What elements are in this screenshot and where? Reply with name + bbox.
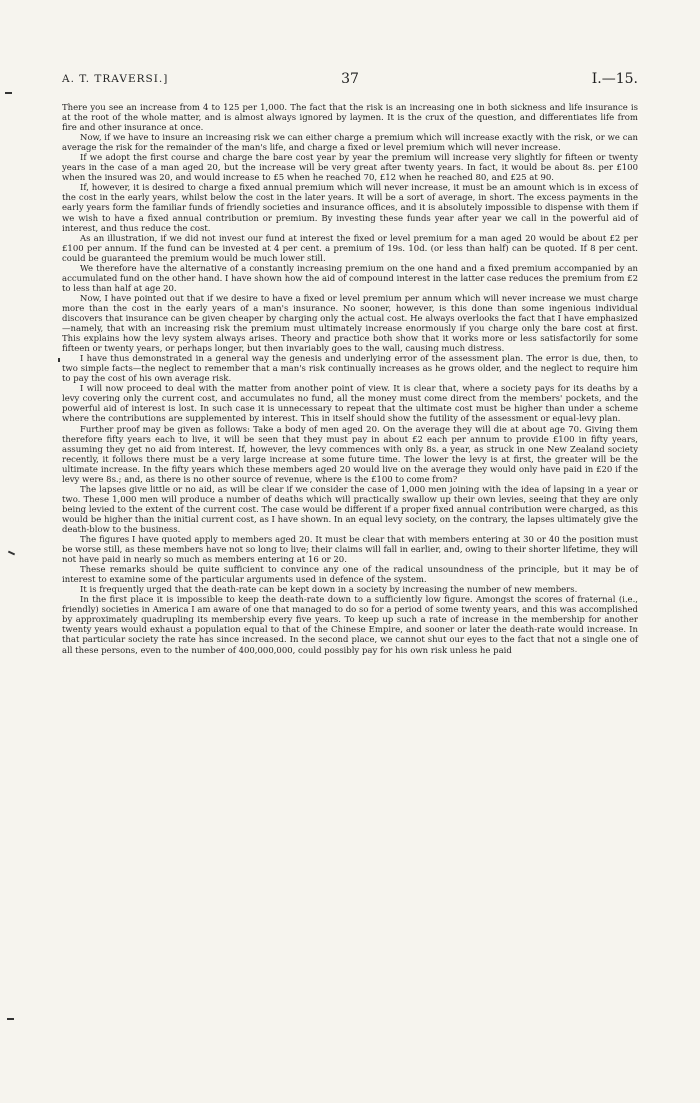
page-header: [62, 73, 638, 91]
margin-mark: [58, 358, 60, 362]
paragraph: We therefore have the alternative of a constantly increasing premium on the one hand and a fixed premium accompanied by an accumulated fund on the other hand. I have shown how the aid of compound interest in the latter case reduces the premium from £2 to less than half at age 20.: [62, 263, 638, 294]
body-text: [62, 103, 638, 656]
paragraph: If, however, it is desired to charge a fixed annual premium which will never increase, it must be an amount which is in excess of the cost in the early years, whilst below the cost in the later years. It will be a sort of average, in short. The excess payments in the early years form the familiar funds of friendly societies and insurance offices, and it is absolutely impossible to dispense with them if we wish to have a fixed annual contribution or premium. By investing these funds year after year we call in the powerful aid of interest, and thus reduce the cost.: [62, 183, 638, 234]
paragraph: Further proof may be given as follows: Take a body of men aged 20. On the average they will die at about age 70. Giving them therefore fifty years each to live, it will be seen that they must pay in about £2 each per annum to provide £100 in fifty years, assuming they get no aid from interest. If, however, the levy commences with only 8s. a year, as struck in one New Zealand society recently, it follows there must be a very large increase at some future time. The lower the levy is at first, the greater will be the ultimate increase. In the fifty years which these members aged 20 would live on the average they would only have paid in £20 if the levy were 8s.; and, as there is no other source of revenue, where is the £100 to come from?: [62, 424, 638, 485]
paragraph: The figures I have quoted apply to members aged 20. It must be clear that with members entering at 30 or 40 the position must be worse still, as these members have not so long to live; their claims will fall in earlier, and, owing to their shorter lifetime, they will not have paid in nearly so much as members entering at 16 or 20.: [62, 535, 638, 566]
paragraph: As an illustration, if we did not invest our fund at interest the fixed or level premium for a man aged 20 would be about £2 per £100 per annum. If the fund can be invested at 4 per cent. a premium of 19s. 10d. (or less than half) can be quoted. If 8 per cent. could be guaranteed the premium would be much lower still.: [62, 233, 638, 264]
paragraph: Now, if we have to insure an increasing risk we can either charge a premium which will increase exactly with the risk, or we can average the risk for the remainder of the man's life, and charge a fixed or level premium which will never increase.: [62, 133, 638, 154]
paragraph: I have thus demonstrated in a general way the genesis and underlying error of the assessment plan. The error is due, then, to two simple facts—the neglect to remember that a man's risk continually increases as he grows older, and the neglect to require him to pay the cost of his own average risk.: [62, 354, 638, 385]
paragraph: Now, I have pointed out that if we desire to have a fixed or level premium per annum which will never increase we must charge more than the cost in the early years of a man's insurance. No sooner, however, is this done than some ingenious individual discovers that insurance can be given cheaper by charging only the actual cost. He always overlooks the fact that I have emphasized —namely, that with an increasing risk the premium must ultimately increase enormously if you charge only the bare cost at first. This explains how the levy system always arises. Theory and practice both show that it works more or less satisfactorily for some fifteen or twenty years, or perhaps longer, but then invariably goes to the wall, causing much distress.: [62, 293, 638, 355]
author-running-head: A. T. TRAVERSI.]: [62, 73, 169, 85]
paragraph: There you see an increase from 4 to 125 per 1,000. The fact that the risk is an increasing one in both sickness and life insurance is at the root of the whole matter, and is almost always ignored by laymen. It is the crux of the question, and differentiates life from fire and other insurance at once.: [62, 103, 638, 134]
page-number: 37: [341, 71, 359, 87]
paragraph: It is frequently urged that the death-rate can be kept down in a society by increasing the number of new members.: [80, 585, 578, 596]
paragraph: The lapses give little or no aid, as will be clear if we consider the case of 1,000 men joining with the idea of lapsing in a year or two. These 1,000 men will produce a number of deaths which will practically swallow up their own levies, seeing that they are only being levied to the extent of the current cost. The case would be different if a proper fixed annual contribution were charged, as this would be higher than the initial current cost, as I have shown. In an equal levy society, on the contrary, the lapses ultimately give the death-blow to the business.: [62, 484, 638, 535]
margin-mark: [7, 1018, 14, 1020]
paragraph: These remarks should be quite sufficient to convince any one of the radical unsoundness of the principle, but it may be of interest to examine some of the particular arguments used in defence of the system.: [62, 565, 638, 586]
margin-mark: [8, 551, 15, 556]
paragraph: In the first place it is impossible to keep the death-rate down to a sufficiently low figure. Amongst the scores of fraternal (i.e., friendly) societies in America I am aware of one that managed to do so for a period of some twenty years, and this was accomplished by approximately quadrupling its membership every five years. To keep up such a rate of increase in the membership for another twenty years would exhaust a population equal to that of the Chinese Empire, and sooner or later the death-rate would increase. In that particular society the rate has since increased. In the second place, we cannot shut our eyes to the fact that not a single one of all these persons, even to the number of 400,000,000, could possibly pay for his own risk unless he paid: [62, 595, 638, 656]
paragraph: I will now proceed to deal with the matter from another point of view. It is clear that, where a society pays for its deaths by a levy covering only the current cost, and accumulates no fund, all the money must come direct from the members' pockets, and the powerful aid of interest is lost. In such case it is unnecessary to repeat that the ultimate cost must be higher than under a scheme where the contributions are supplemented by interest. This in itself should show the futility of the assessment or equal-levy plan.: [62, 384, 638, 425]
margin-mark: [5, 92, 12, 94]
paragraph: If we adopt the first course and charge the bare cost year by year the premium will increase very slightly for fifteen or twenty years in the case of a man aged 20, but the increase will be very great after twenty years. In fact, it would be about 8s. per £100 when the insured was 20, and would increase to £5 when he reached 70, £12 when he reached 80, and £25 at 90.: [62, 153, 638, 184]
document-reference: I.—15.: [591, 71, 638, 87]
